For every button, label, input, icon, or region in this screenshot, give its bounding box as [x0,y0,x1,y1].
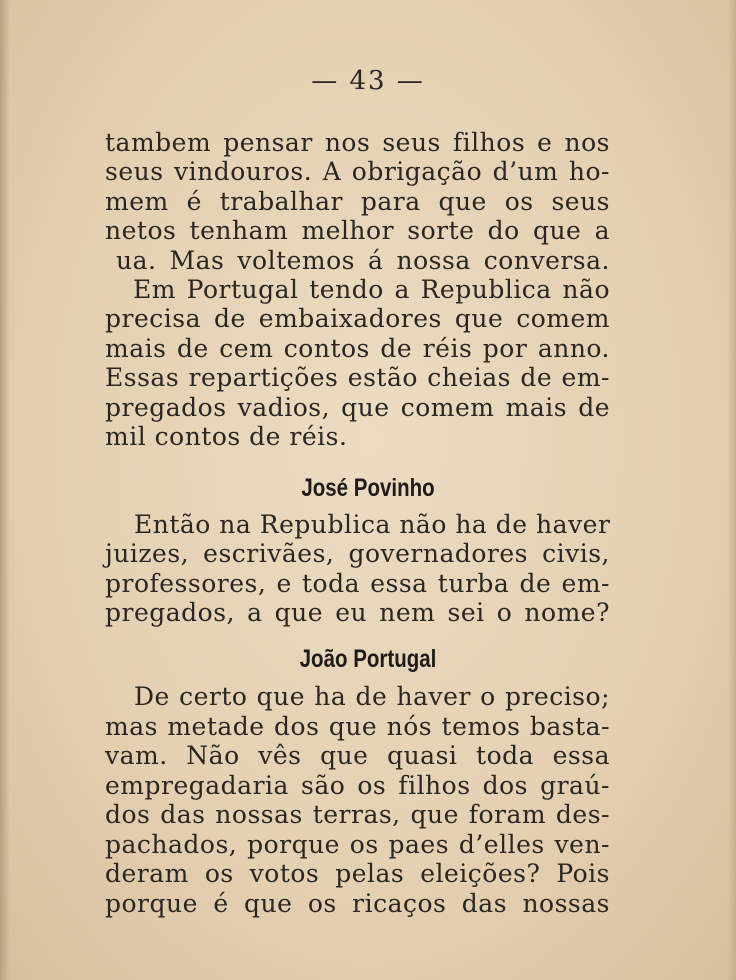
page-number: — 43 — [311,66,425,96]
page-left-edge [0,0,10,980]
speaker-name: João Portugal [299,645,437,673]
text-line: tambem pensar nos seus filhos e nos [105,128,610,157]
text-line: De certo que ha de haver o preciso; [134,682,610,711]
text-line: Em Portugal tendo a Republica não [133,275,610,304]
text-line: precisa de embaixadores que comem [105,304,610,333]
text-line: juizes, escrivães, governadores civis, [105,539,610,568]
text-line: mil contos de réis. [105,422,348,451]
text-line: empregadaria são os filhos dos graú- [105,771,610,800]
text-line: seus vindouros. A obrigação d’um ho- [105,157,610,186]
text-line: dos das nossas terras, que foram des- [105,800,610,829]
text-line: professores, e toda essa turba de em- [105,569,610,598]
text-line: ua. Mas voltemos á nossa conversa. [116,246,610,275]
text-line: mais de cem contos de réis por anno. [105,334,610,363]
text-line: pregados, a que eu nem sei o nome? [105,598,610,627]
text-line: Então na Republica não ha de haver [134,510,611,539]
text-line: netos tenham melhor sorte do que a [105,216,610,245]
speaker-name: José Povinho [301,474,435,502]
text-line: Essas repartições estão cheias de em- [105,363,610,392]
page-right-edge [728,0,736,980]
text-line: mas metade dos que nós temos basta- [105,712,610,741]
text-line: pachados, porque os paes d’elles ven- [105,830,610,859]
text-line: vam. Não vês que quasi toda essa [105,741,610,770]
text-line: pregados vadios, que comem mais de [105,393,610,422]
text-line: mem é trabalhar para que os seus [105,187,610,216]
text-line: porque é que os ricaços das nossas [105,889,610,918]
text-line: deram os votos pelas eleições? Pois [105,859,610,888]
